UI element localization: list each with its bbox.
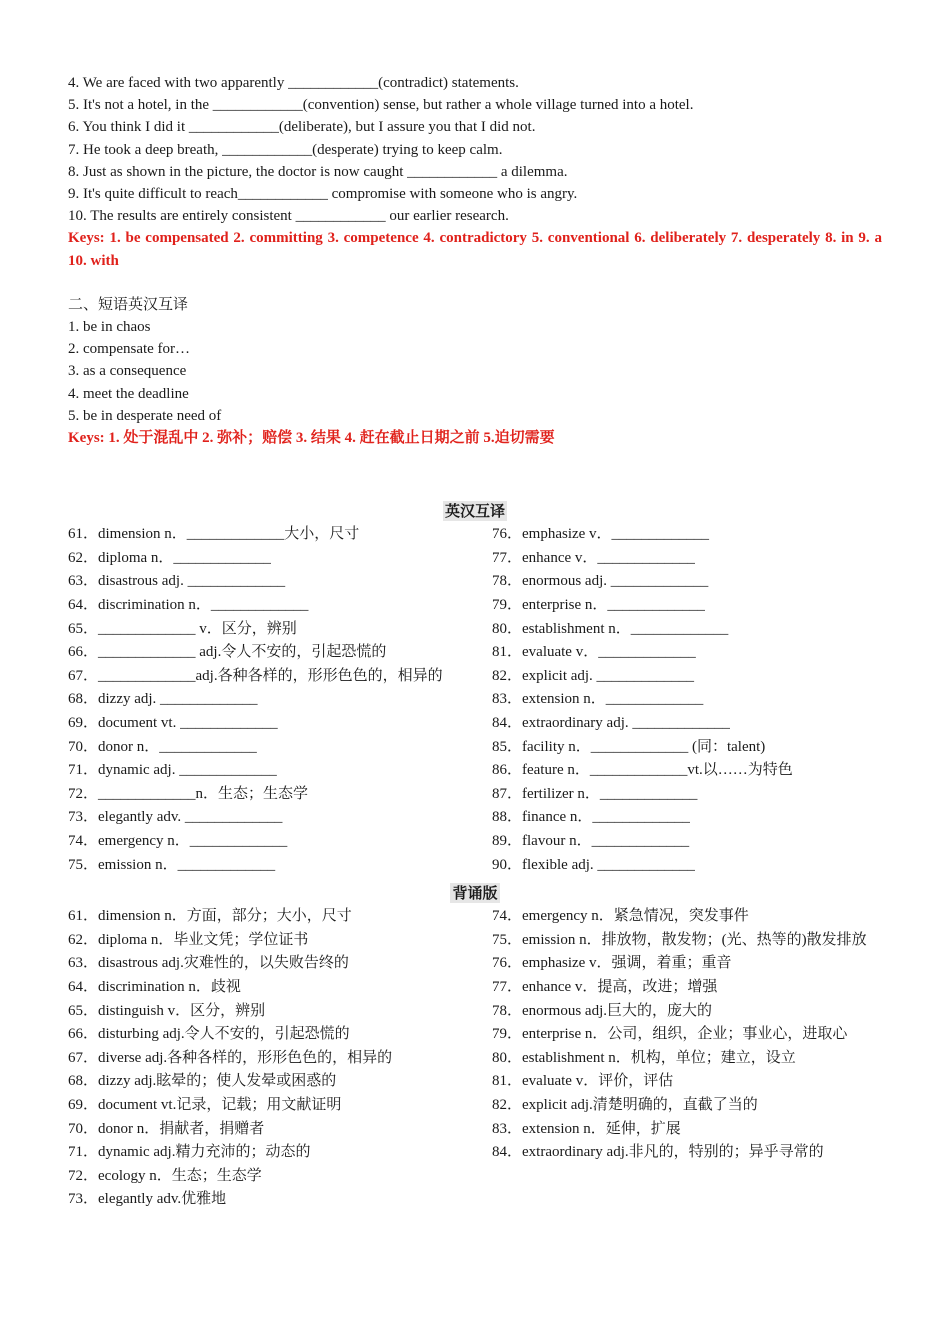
vocab-entry: 62．diploma n．_____________: [68, 549, 271, 566]
vocab-entry: 72．_____________n．生态；生态学: [68, 785, 309, 802]
sentence-10: 10. The results are entirely consistent ____________ our earlier research.: [68, 208, 509, 225]
vocab-entry: 76．emphasize v．_____________: [492, 526, 710, 543]
vocab-entry: 79．enterprise n．公司，组织，企业；事业心，进取心: [492, 1026, 848, 1043]
exercise2-phrases: [68, 316, 882, 427]
vocab-entry: 68．dizzy adj. _____________: [68, 691, 258, 708]
vocab-entry: 69．document vt.记录，记载；用文献证明: [68, 1096, 342, 1113]
vocab-entry: 64．discrimination n．歧视: [68, 978, 241, 995]
vocab-entry: 83．extension n．延伸，扩展: [492, 1120, 681, 1137]
sentence-7: 7. He took a deep breath, ____________(desperate) trying to keep calm.: [68, 141, 503, 158]
vocab-entry: 61．dimension n．_____________大小，尺寸: [68, 526, 360, 543]
vocab-entry: 82．explicit adj. _____________: [492, 667, 695, 684]
translate-right-column: [492, 523, 882, 877]
translate-columns: [68, 523, 882, 877]
vocab-entry: 90．flexible adj. _____________: [492, 856, 695, 873]
vocab-entry: 77．enhance v．_____________: [492, 549, 695, 566]
sentence-9: 9. It's quite difficult to reach____________ compromise with someone who is angry.: [68, 186, 578, 203]
vocab-entry: 69．document vt. _____________: [68, 715, 278, 731]
vocab-entry: 85．facility n．_____________ (同：talent): [492, 738, 766, 755]
phrase-3: 3. as a consequence: [68, 363, 187, 380]
sentence-6: 6. You think I did it ____________(deliberate), but I assure you that I did not.: [68, 119, 536, 136]
phrase-1: 1. be in chaos: [68, 319, 151, 336]
vocab-entry: 66．_____________ adj.令人不安的，引起恐慌的: [68, 644, 387, 661]
exercise2-keys: Keys: 1. 处于混乱中 2. 弥补；赔偿 3. 结果 4. 赶在截止日期之前 5.迫切需要: [68, 430, 555, 447]
vocab-entry: 75．emission n．_____________: [68, 856, 276, 873]
exercise1-sentences: [68, 72, 882, 227]
vocab-entry: 66．disturbing adj.令人不安的，引起恐慌的: [68, 1026, 350, 1043]
sentence-5: 5. It's not a hotel, in the ____________(convention) sense, but rather a whole village turned into a hotel.: [68, 97, 694, 114]
vocab-entry: 74．emergency n．紧急情况，突发事件: [492, 908, 749, 925]
vocab-entry: 68．dizzy adj.眩晕的；使人发晕或困惑的: [68, 1073, 337, 1090]
document-page: [68, 72, 882, 1212]
vocab-entry: 89．flavour n．_____________: [492, 832, 690, 849]
vocab-entry: 73．elegantly adv. _____________: [68, 809, 283, 826]
vocab-entry: 73．elegantly adv.优雅地: [68, 1191, 227, 1208]
sentence-8: 8. Just as shown in the picture, the doctor is now caught ____________ a dilemma.: [68, 163, 568, 180]
vocab-entry: 62．diploma n．毕业文凭；学位证书: [68, 931, 309, 948]
vocab-entry: 81．evaluate v．评价，评估: [492, 1073, 674, 1090]
recite-right-column: [492, 905, 882, 1212]
vocab-entry: 80．establishment n．_____________: [492, 620, 729, 637]
vocab-entry: 70．donor n．_____________: [68, 738, 257, 755]
vocab-entry: 81．evaluate v．_____________: [492, 644, 696, 661]
vocab-entry: 80．establishment n．机构，单位；建立，设立: [492, 1049, 796, 1066]
phrase-2: 2. compensate for…: [68, 341, 191, 358]
vocab-entry: 63．disastrous adj. _____________: [68, 573, 286, 590]
vocab-entry: 78．enormous adj. _____________: [492, 573, 709, 590]
recite-columns: [68, 905, 882, 1212]
vocab-entry: 76．emphasize v．强调，着重；重音: [492, 955, 732, 972]
vocab-entry: 84．extraordinary adj. _____________: [492, 715, 730, 731]
recite-section-title: 背诵版: [452, 884, 498, 903]
vocab-entry: 74．emergency n．_____________: [68, 832, 288, 849]
vocab-entry: 71．dynamic adj.精力充沛的；动态的: [68, 1144, 311, 1161]
spacer: [68, 272, 882, 294]
vocab-entry: 87．fertilizer n．_____________: [492, 785, 698, 802]
vocab-entry: 67．_____________adj.各种各样的，形形色色的，相异的: [68, 667, 443, 684]
vocab-entry: 88．finance n．_____________: [492, 809, 690, 826]
vocab-entry: 72．ecology n．生态；生态学: [68, 1167, 262, 1184]
translate-left-column: [68, 523, 460, 877]
phrase-5: 5. be in desperate need of: [68, 407, 222, 424]
vocab-entry: 75．emission n．排放物，散发物；(光、热等的)散发排放: [492, 931, 867, 948]
vocab-entry: 65．_____________ v．区分，辨别: [68, 620, 297, 637]
vocab-entry: 67．diverse adj.各种各样的，形形色色的，相异的: [68, 1049, 393, 1066]
spacer: [68, 449, 882, 501]
exercise1-keys: Keys: 1. be compensated 2. committing 3. competence 4. contradictory 5. conventional 6. deliberately 7. desperately 8. in 9. a 10. with: [68, 230, 882, 269]
vocab-entry: 63．disastrous adj.灾难性的，以失败告终的: [68, 955, 349, 972]
vocab-entry: 64．discrimination n．_____________: [68, 597, 309, 614]
vocab-entry: 79．enterprise n．_____________: [492, 597, 705, 614]
exercise2-heading: 二、短语英汉互译: [68, 296, 189, 313]
vocab-entry: 65．distinguish v．区分，辨别: [68, 1002, 266, 1019]
vocab-entry: 78．enormous adj.巨大的，庞大的: [492, 1002, 712, 1019]
phrase-4: 4. meet the deadline: [68, 385, 189, 402]
vocab-entry: 82．explicit adj.清楚明确的，直截了当的: [492, 1096, 758, 1113]
vocab-entry: 83．extension n．_____________: [492, 691, 704, 708]
recite-left-column: [68, 905, 460, 1212]
vocab-entry: 84．extraordinary adj.非凡的，特别的；异乎寻常的: [492, 1144, 824, 1161]
vocab-entry: 61．dimension n．方面，部分；大小，尺寸: [68, 908, 352, 925]
vocab-entry: 77．enhance v．提高，改进；增强: [492, 978, 718, 995]
sentence-4: 4. We are faced with two apparently ____________(contradict) statements.: [68, 75, 519, 91]
vocab-entry: 86．feature n．_____________vt.以……为特色: [492, 762, 793, 779]
vocab-entry: 71．dynamic adj. _____________: [68, 762, 277, 779]
vocab-entry: 70．donor n．捐献者，捐赠者: [68, 1120, 265, 1137]
translate-section-title: 英汉互译: [444, 502, 505, 521]
